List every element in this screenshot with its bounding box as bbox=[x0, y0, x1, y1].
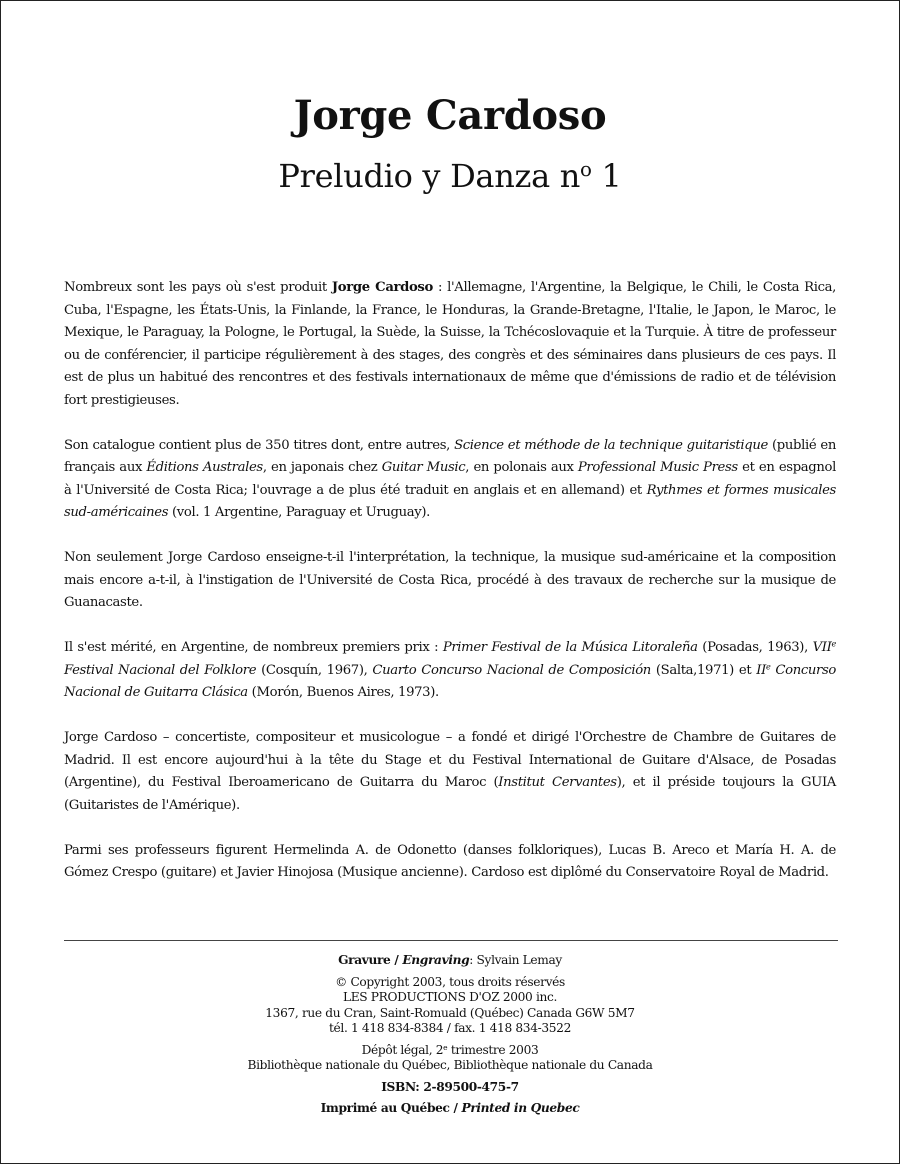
publisher-name: LES PRODUCTIONS D'OZ 2000 inc. bbox=[342, 990, 558, 1004]
isbn: ISBN: 2-89500-475-7 bbox=[381, 1079, 519, 1094]
work-title-superscript: o bbox=[580, 158, 592, 182]
text-run: (Morón, Buenos Aires, 1973). bbox=[247, 685, 439, 700]
text-run: Cuarto Concurso Nacional de Composición bbox=[372, 662, 651, 678]
text-run: Parmi ses professeurs figurent Hermelinda A. de Odonetto (danses folkloriques), Lucas B. Areco et María H. A. de Gómez Crespo (guitare) et Javier Hinojosa (Musique ancienne). Cardoso est diplômé du Conservatoire Royal de Madrid. bbox=[64, 842, 836, 880]
printed-in: Imprimé au Québec / Printed in Quebec bbox=[320, 1101, 580, 1115]
legal-deposit: Dépôt légal, 2e trimestre 2003 bbox=[361, 1042, 539, 1057]
text-run: Jorge Cardoso – concertiste, compositeur et musicologue – a fondé et dirigé l'Orchestre de Chambre de Guitares de Madrid. Il est encore aujourd'hui à la tête du Stage et du Festival International de Guitare d'Alsace, de Posadas (Argentine), du Festival Iberoamericano de Guitarra du Maroc ( bbox=[64, 730, 836, 790]
text-run: e bbox=[831, 638, 836, 649]
text-run: : l'Allemagne, l'Argentine, la Belgique, le Chili, le Costa Rica, Cuba, l'Espagne, les États-Unis, la Finlande, la France, le Honduras, la Grande-Bretagne, l'Italie, le Japon, le Maroc, le Mexique, le Paraguay, la Pologne, le Portugal, la Suède, la Suisse, la Tchécoslovaquie et la Turquie. À titre de professeur ou de conférencier, il participe régulièrement à des stages, des congrès et des séminaires dans plusieurs de ces pays. Il est de plus un habitué des rencontres et des festivals internationaux de même que d'émissions de radio et de télévision fort prestigieuses. bbox=[64, 280, 836, 408]
text-run: (publié en français aux bbox=[64, 437, 836, 475]
publisher-phone: tél. 1 418 834-8384 / fax. 1 418 834-3522 bbox=[329, 1021, 571, 1035]
text-run: Professional Music Press bbox=[577, 460, 738, 475]
text-run: Éditions Australes bbox=[146, 460, 263, 475]
biography-paragraph bbox=[64, 435, 836, 525]
text-run: Nombreux sont les pays où s'est produit bbox=[64, 280, 332, 295]
text-run: (Cosquín, 1967), bbox=[256, 662, 373, 678]
text-run: , en polonais aux bbox=[465, 460, 578, 475]
text-run: VII bbox=[812, 640, 832, 655]
composer-name: Jorge Cardoso bbox=[293, 92, 607, 139]
text-run: Son catalogue contient plus de 350 titres dont, entre autres, bbox=[64, 437, 455, 453]
text-run: e bbox=[765, 661, 771, 671]
libraries-line: Bibliothèque nationale du Québec, Bibliothèque nationale du Canada bbox=[247, 1058, 653, 1072]
footer-divider bbox=[64, 940, 838, 941]
text-run: Jorge Cardoso bbox=[331, 280, 433, 295]
engraving-label-en: Engraving bbox=[402, 953, 470, 967]
text-run: Non seulement Jorge Cardoso enseigne-t-il l'interprétation, la technique, la musique sud-américaine et la composition mais encore a-t-il, à l'instigation de l'Université de Costa Rica, procédé à des travaux de recherche sur la musique de Guanacaste. bbox=[64, 550, 836, 610]
engraving-label: Gravure / bbox=[338, 953, 403, 967]
text-run: Institut Cervantes bbox=[498, 775, 617, 790]
work-title bbox=[0, 157, 900, 195]
text-run: (Salta,1971) et bbox=[650, 662, 757, 678]
credits-block bbox=[0, 953, 900, 1117]
biography-paragraph bbox=[64, 547, 836, 615]
text-run: Rythmes et formes musicales sud-américaines bbox=[64, 482, 836, 520]
text-run: Primer Festival de la Música Litoraleña bbox=[442, 640, 698, 655]
text-run: Festival Nacional del Folklore bbox=[64, 662, 257, 678]
publisher-address: 1367, rue du Cran, Saint-Romuald (Québec) Canada G6W 5M7 bbox=[265, 1005, 635, 1020]
text-run: (vol. 1 Argentine, Paraguay et Uruguay). bbox=[168, 505, 431, 520]
text-run: , en japonais chez bbox=[262, 460, 382, 475]
text-run: Guitar Music bbox=[381, 460, 466, 475]
text-run: ), et il préside toujours la GUIA (Guitaristes de l'Amérique). bbox=[64, 775, 836, 813]
text-run: Science et méthode de la technique guitaristique bbox=[454, 437, 768, 453]
engraving-credit bbox=[0, 953, 900, 969]
biography-paragraph bbox=[64, 727, 836, 817]
work-number: 1 bbox=[591, 157, 622, 195]
text-run: Concurso Nacional de Guitarra Clásica bbox=[64, 662, 836, 700]
text-run: Il s'est mérité, en Argentine, de nombreux premiers prix : bbox=[64, 640, 443, 655]
text-run: (Posadas, 1963), bbox=[697, 640, 813, 655]
biography bbox=[64, 277, 836, 907]
copyright-line: © Copyright 2003, tous droits réservés bbox=[335, 974, 565, 989]
engraver-name: : Sylvain Lemay bbox=[469, 953, 562, 967]
biography-paragraph bbox=[64, 277, 836, 412]
text-run: et en espagnol à l'Université de Costa Rica; l'ouvrage a de plus été traduit en anglais et en allemand) et bbox=[64, 460, 837, 498]
text-run: II bbox=[756, 662, 766, 678]
work-title-text: Preludio y Danza n bbox=[278, 157, 581, 195]
biography-paragraph bbox=[64, 840, 836, 885]
biography-paragraph bbox=[64, 637, 836, 705]
